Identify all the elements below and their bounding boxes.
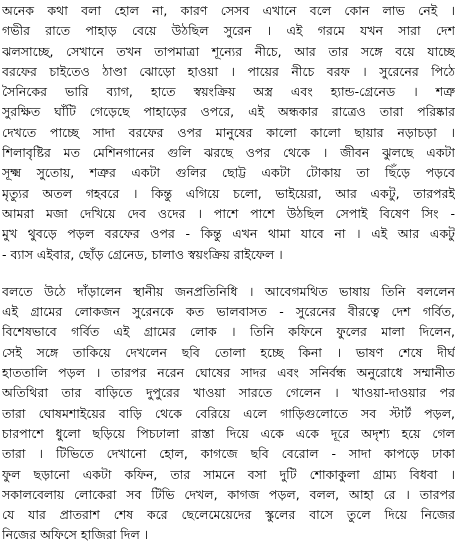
text-line: ফুল ছড়ানো একটা কফিন, তার সামনে বসা দুটি শোকাকুলা গ্রাম্য বিধবা । xyxy=(2,466,455,482)
text-line: সুরক্ষিত ঘাঁটি গেড়েছে পাহাড়ের ওপরে, এই অন্ধকার রাত্রেও তারা পরিষ্কার xyxy=(2,104,455,120)
text-line: বিশেষভাবে গর্বিত এই গ্রামের লোক । তিনি কফিনে ফুলের মালা দিলেন, xyxy=(2,324,455,340)
text-line: বরফের চাইতেও ঠাণ্ডা ঝোড়ো হাওয়া । পায়ের নীচে বরফ । সুরেনের পিঠে xyxy=(2,63,455,79)
text-line: যে যার প্রাতরাশ শেষ করে ছেলেমেয়েদের স্কুলের বাসে তুলে দিয়ে নিজের xyxy=(2,507,455,523)
text-line: এই গ্রামের লোকজন সুরেনকে কত ভালবাসত - সুরেনের বীরত্বে দেশ গর্বিত, xyxy=(2,304,455,320)
paragraph-gap xyxy=(2,265,455,282)
text-line: - ব্যাস এইবার, ছোঁড় গ্রেনেড, চালাও স্বয়ংক্রিয় রাইফেল । xyxy=(2,246,283,262)
paragraph-2 xyxy=(2,282,455,546)
text-line: সকালবেলায় লোকেরা সব টিভি দেখল, কাগজ পড়ল, বলল, আহা রে । তারপর xyxy=(2,486,455,502)
text-line: সেই সঙ্গে তাকিয়ে দেখলেন ছবি তোলা হচ্ছে কিনা । ভাষণ শেষে দীর্ঘ xyxy=(2,344,455,360)
text-line: সৈনিকের ভারি ব্যাগ, হাতে স্বয়ংক্রিয় অস্ত্র এবং হ্যান্ড-গ্রেনেড । শত্রু xyxy=(2,84,455,100)
text-line: নিজের অফিসে হাজিরা দিল । xyxy=(2,527,149,543)
text-line: ঝলসাচ্ছে, সেখানে তখন তাপমাত্রা শূন্যের নীচে, আর তার সঙ্গে বয়ে যাচ্ছে xyxy=(2,43,455,59)
text-line: সূক্ষ্ম সুতোয়, শত্রুর একটা গুলির ছোট্ট একটা টোকায় তা ছিঁড়ে পড়বে xyxy=(2,165,455,181)
text-line: গভীর রাতে পাহাড় বেয়ে উঠছিল সুরেন । এই গরমে যখন সারা দেশ xyxy=(2,23,455,39)
text-line: তারা ঘোষমশাইয়ের বাড়ি থেকে বেরিয়ে এলে গাড়িগুলোতে সব স্টার্ট পড়ল, xyxy=(2,405,455,421)
text-line: অনেক কথা বলা হোল না, কারণ সেসব এখানে বলে কোন লাভ নেই । xyxy=(2,3,455,18)
text-line: শিলাবৃষ্টির মত মেশিনগানের গুলি ঝরছে ওপর থেকে । জীবন ঝুলছে একটা xyxy=(2,145,455,161)
paragraph-1 xyxy=(2,1,455,265)
text-line: আমরা মজা দেখিয়ে দেব ওদের । পাশে পাশে উঠছিল সেপাই বিষেণ সিং - xyxy=(2,205,455,221)
text-line: অতিথিরা তার বাড়িতে দুপুরের খাওয়া সারতে গেলেন । খাওয়া-দাওয়ার পর xyxy=(2,385,455,401)
text-line: মৃত্যুর অতল গহবরে । কিন্তু এগিয়ে চলো, ভাইয়েরা, আর একটু, তারপরই xyxy=(2,185,455,201)
text-line: বলতে উঠে দাঁড়ালেন স্থানীয় জনপ্রতিনিধি । আবেগমথিত ভাষায় তিনি বললেন xyxy=(2,283,455,299)
text-line: দেখতে পাচ্ছে সাদা বরফের ওপর মানুষের কালো কালো ছায়ার নড়াচড়া । xyxy=(2,124,455,140)
text-line: তারা । টিভিতে দেখানো হোল, কাগজে ছবি বেরোল - সাদা কাপড়ে ঢাকা xyxy=(2,446,455,462)
text-line: চারপাশে ধুলো ছড়িয়ে পিচঢালা রাস্তা দিয়ে একে একে দূরে অদৃশ্য হয়ে গেল xyxy=(2,425,455,441)
text-line: হাততালি পড়ল । তারপর নরেন ঘোষের সাদর এবং সনির্বন্ধ অনুরোধে সম্মানীত xyxy=(2,365,455,381)
text-line: মুখ থুবড়ে পড়ল বরফের ওপর - কিন্তু এখন থামা যাবে না । এই আর একটু xyxy=(2,226,455,242)
